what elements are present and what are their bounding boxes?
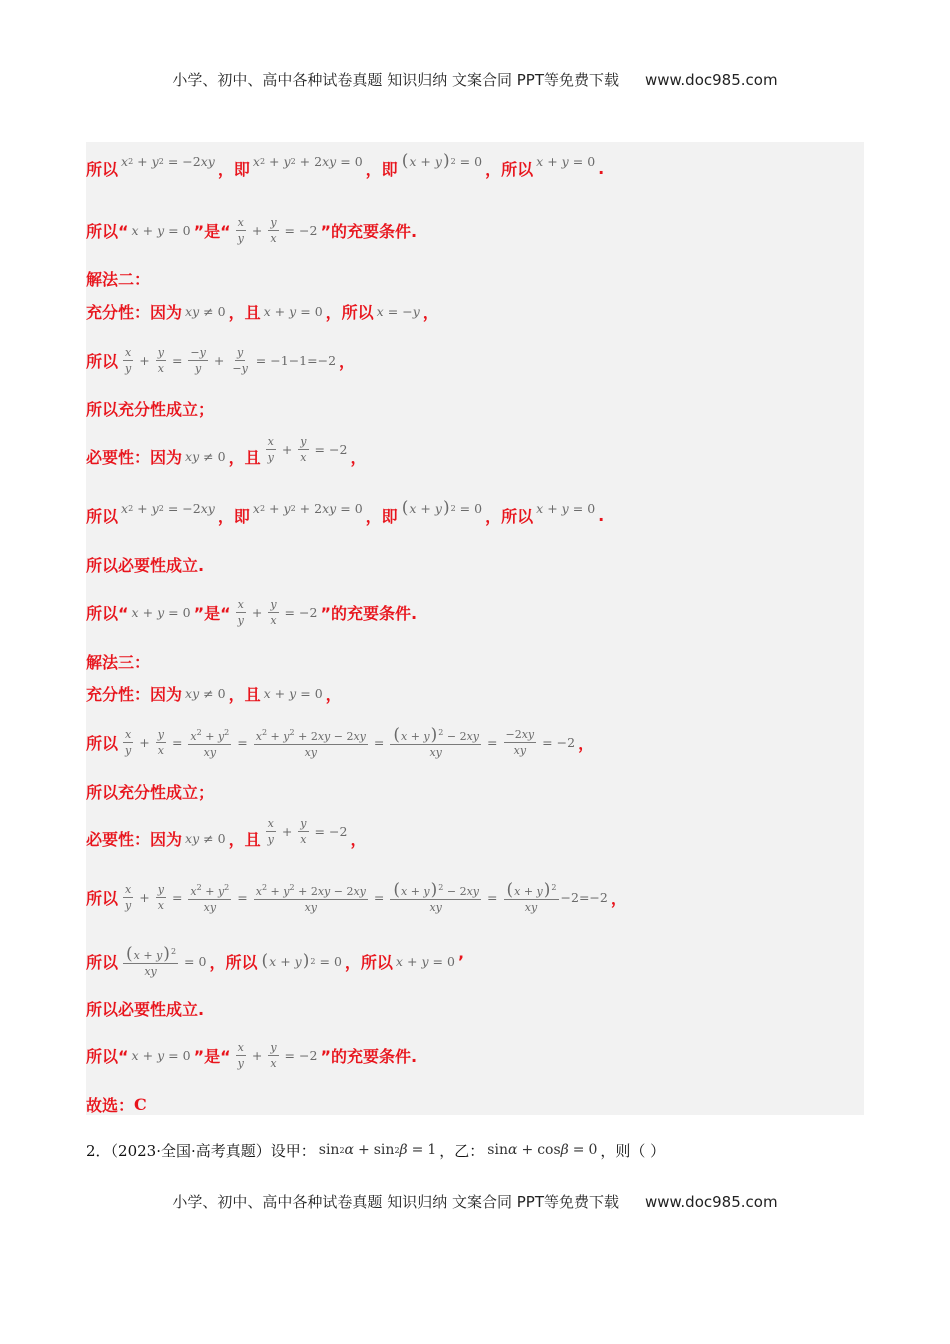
solution-line: 所以 $\frac{(x + y)^2}{xy}$ = 0 ，所以 ( x + y ) 2 = 0 ，所以 x + y = 0 ’ (86, 943, 465, 978)
solution-line: 解法二： (86, 269, 151, 289)
math: xy ≠ 0 (185, 830, 226, 846)
solution-line: 解法三： (86, 652, 151, 672)
solution-line: 所以 $\frac{x}{y}$ + $\frac{y}{x}$ = $\frac{x^2 + y^2}{xy}$ = $\frac{x^2 + y^2 + 2xy - 2xy}{xy}$ = $\frac{(x + y)^2 - 2xy}{xy}$ = $\frac{-2xy}{xy}$ = −2 ， (86, 724, 595, 759)
solution-line: 必要性：因为 xy ≠ 0 ，且 $\frac{x}{y}$ + $\frac{y}{x}$ = −2 ， (86, 434, 367, 467)
solution-line: 所以 x 2 + y 2 = −2 xy ，即 x 2 + y 2 + 2 xy = 0 ，即 ( x + y ) 2 = 0 ，所以 x + y = 0 . (86, 498, 605, 526)
solution-line: 所以必要性成立. (86, 555, 205, 575)
math: sin 2 α + sin 2 β = 1 (318, 1142, 437, 1158)
solution-line: 故选： C (86, 1094, 147, 1115)
math: $\frac{x}{y}$ + $\frac{y}{x}$ = $\frac{x^2 + y^2}{xy}$ = $\frac{x^2 + y^2 + 2xy - 2xy}{xy}$ = $\frac{(x + y)^2 - 2xy}{xy}$ = $\frac{(x + y)^2}{xy}$ −2=−2 (125, 879, 608, 914)
math: x + y = 0 (131, 222, 191, 238)
math: x + y = 0 (263, 685, 323, 701)
solution-line: 所以“ x + y = 0 ”是“ $\frac{x}{y}$ + $\frac{y}{x}$ = −2 ”的充要条件. (86, 215, 418, 245)
math: ( x + y ) 2 = 0 (401, 151, 483, 171)
math: xy ≠ 0 (185, 303, 226, 319)
math: x + y = 0 (536, 153, 596, 169)
solution-line: 所以充分性成立； (86, 782, 215, 802)
math: $\frac{x}{y}$ + $\frac{y}{x}$ = −2 (237, 597, 318, 627)
page-header (0, 69, 950, 90)
answer: C (134, 1094, 147, 1114)
math: x = − y (376, 303, 420, 319)
solution-line: 所以“ x + y = 0 ”是“ $\frac{x}{y}$ + $\frac{y}{x}$ = −2 ”的充要条件. (86, 1040, 418, 1070)
question-2: 2．（2023·全国·高考真题）设甲： sin 2 α + sin 2 β = 1 ，乙： sin α + cos β = 0 ，则（ ） (86, 1141, 666, 1160)
footer-site: www.doc985.com (644, 1193, 778, 1211)
solution-line: 必要性：因为 xy ≠ 0 ，且 $\frac{x}{y}$ + $\frac{y}{x}$ = −2 ， (86, 816, 367, 849)
math: xy ≠ 0 (185, 685, 226, 701)
math: $\frac{x}{y}$ + $\frac{y}{x}$ = $\frac{x^2 + y^2}{xy}$ = $\frac{x^2 + y^2 + 2xy - 2xy}{xy}$ = $\frac{(x + y)^2 - 2xy}{xy}$ = $\frac{-2xy}{xy}$ = −2 (125, 724, 576, 759)
solution-line: 所以 $\frac{x}{y}$ + $\frac{y}{x}$ = $\frac{x^2 + y^2}{xy}$ = $\frac{x^2 + y^2 + 2xy - 2xy}{xy}$ = $\frac{(x + y)^2 - 2xy}{xy}$ = $\frac{(x + y)^2}{xy}$ −2=−2 ， (86, 879, 627, 914)
solution-line: 所以 $\frac{x}{y}$ + $\frac{y}{x}$ = $\frac{-y}{y}$ + $\frac{y}{-y}$ = −1−1=−2 ， (86, 345, 356, 375)
math: x 2 + y 2 = −2 xy (121, 500, 215, 516)
math: x + y = 0 (131, 604, 191, 620)
math: $\frac{x}{y}$ + $\frac{y}{x}$ = −2 (267, 434, 348, 464)
header-site: www.doc985.com (644, 71, 778, 89)
math: xy ≠ 0 (185, 448, 226, 464)
math: x 2 + y 2 + 2 xy = 0 (252, 500, 363, 516)
solution-line: 所以“ x + y = 0 ”是“ $\frac{x}{y}$ + $\frac{y}{x}$ = −2 ”的充要条件. (86, 597, 418, 627)
math: $\frac{x}{y}$ + $\frac{y}{x}$ = −2 (267, 816, 348, 846)
math: $\frac{(x + y)^2}{xy}$ = 0 (121, 945, 206, 978)
math: x 2 + y 2 = −2 xy (121, 153, 215, 169)
math: ( x + y ) 2 = 0 (261, 951, 342, 971)
math: $\frac{x}{y}$ + $\frac{y}{x}$ = −2 (237, 1040, 318, 1070)
math: sin α + cos β = 0 (487, 1142, 598, 1158)
math: x + y = 0 (395, 953, 455, 969)
page-footer (0, 1191, 950, 1212)
footer-text: 小学、初中、高中各种试卷真题 知识归纳 文案合同 PPT等免费下载 (172, 1193, 619, 1211)
math: $\frac{x}{y}$ + $\frac{y}{x}$ = −2 (237, 215, 318, 245)
solution-line: 充分性：因为 xy ≠ 0 ，且 x + y = 0 ， (86, 684, 342, 704)
solution-line: 所以必要性成立. (86, 999, 205, 1019)
solution-line: 所以充分性成立； (86, 399, 215, 419)
math: $\frac{x}{y}$ + $\frac{y}{x}$ = $\frac{-y}{y}$ + $\frac{y}{-y}$ = −1−1=−2 (125, 345, 337, 375)
solution-line: 所以 x 2 + y 2 = −2 xy ，即 x 2 + y 2 + 2 xy = 0 ，即 ( x + y ) 2 = 0 ，所以 x + y = 0 . (86, 151, 605, 179)
header-text: 小学、初中、高中各种试卷真题 知识归纳 文案合同 PPT等免费下载 (172, 71, 619, 89)
math: x + y = 0 (263, 303, 323, 319)
math: x 2 + y 2 + 2 xy = 0 (252, 153, 363, 169)
math: x + y = 0 (131, 1047, 191, 1063)
math: ( x + y ) 2 = 0 (401, 498, 483, 518)
solution-line: 充分性：因为 xy ≠ 0 ，且 x + y = 0 ，所以 x = − y ， (86, 302, 439, 322)
math: x + y = 0 (536, 500, 596, 516)
